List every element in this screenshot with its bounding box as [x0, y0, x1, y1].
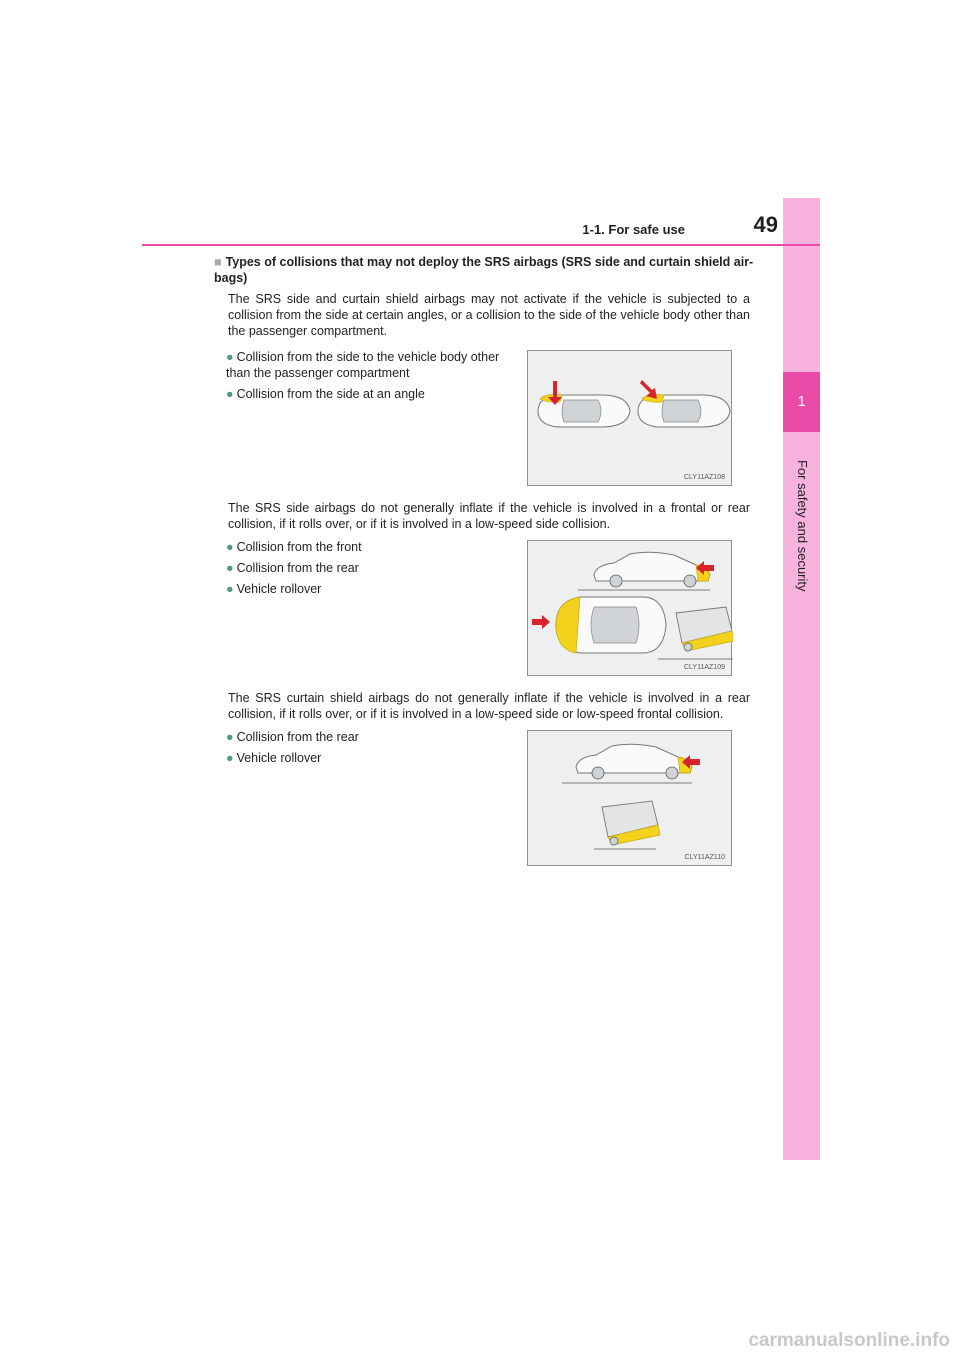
bullet-icon: ● — [226, 730, 234, 744]
paragraph-2: The SRS side airbags do not generally inflate if the vehicle is involved in a frontal or rear collision, if it rolls over, or if it is involved in a low-speed side collision. — [228, 501, 750, 531]
bullet-icon: ● — [226, 561, 234, 575]
figure-code: CLY11AZ108 — [684, 474, 725, 481]
bullet-icon: ● — [226, 350, 234, 364]
section-heading: ■ Types of collisions that may not deploy the SRS airbags (SRS side and curtain shield air-bags) — [214, 255, 754, 285]
list-item: ● Collision from the front — [226, 540, 362, 554]
bullet-icon: ● — [226, 582, 234, 596]
watermark: carmanualsonline.info — [748, 1330, 950, 1351]
page-number: 49 — [753, 212, 778, 237]
paragraph-1: The SRS side and curtain shield airbags may not activate if the vehicle is subjected to a collision from the side at certain angles, or a collision to the side of the vehicle body other than the passenger compartment. — [228, 292, 750, 338]
figure-code: CLY11AZ109 — [684, 664, 725, 671]
square-bullet-icon: ■ — [214, 255, 222, 269]
list-item: ● Vehicle rollover — [226, 582, 322, 596]
bullet-icon: ● — [226, 751, 234, 765]
bullet-icon: ● — [226, 387, 234, 401]
car-diagram-icon — [528, 351, 733, 487]
figure-side-collision — [527, 350, 732, 486]
figure-code: CLY11AZ110 — [684, 854, 725, 861]
chapter-title: For safety and security — [795, 460, 810, 592]
header-rule — [142, 244, 820, 246]
list-item: ● Collision from the rear — [226, 561, 359, 575]
car-diagram-icon — [528, 731, 733, 867]
figure-front-rear-rollover — [527, 540, 732, 676]
list-item: ● Vehicle rollover — [226, 751, 322, 765]
figure-rear-rollover — [527, 730, 732, 866]
list-item: ● Collision from the rear — [226, 730, 359, 744]
bullet-icon: ● — [226, 540, 234, 554]
paragraph-3: The SRS curtain shield airbags do not generally inflate if the vehicle is involved in a rear collision, if it rolls over, or if it is involved in a low-speed side or low-speed frontal collision. — [228, 691, 750, 721]
list-item: ● Collision from the side at an angle — [226, 387, 425, 401]
list-item: ● Collision from the side to the vehicle body other than the passenger compartment — [226, 350, 500, 380]
chapter-tab[interactable]: 1 — [783, 372, 820, 432]
car-diagram-icon — [528, 541, 733, 677]
side-band — [783, 198, 820, 1160]
section-title: 1-1. For safe use — [582, 222, 685, 237]
